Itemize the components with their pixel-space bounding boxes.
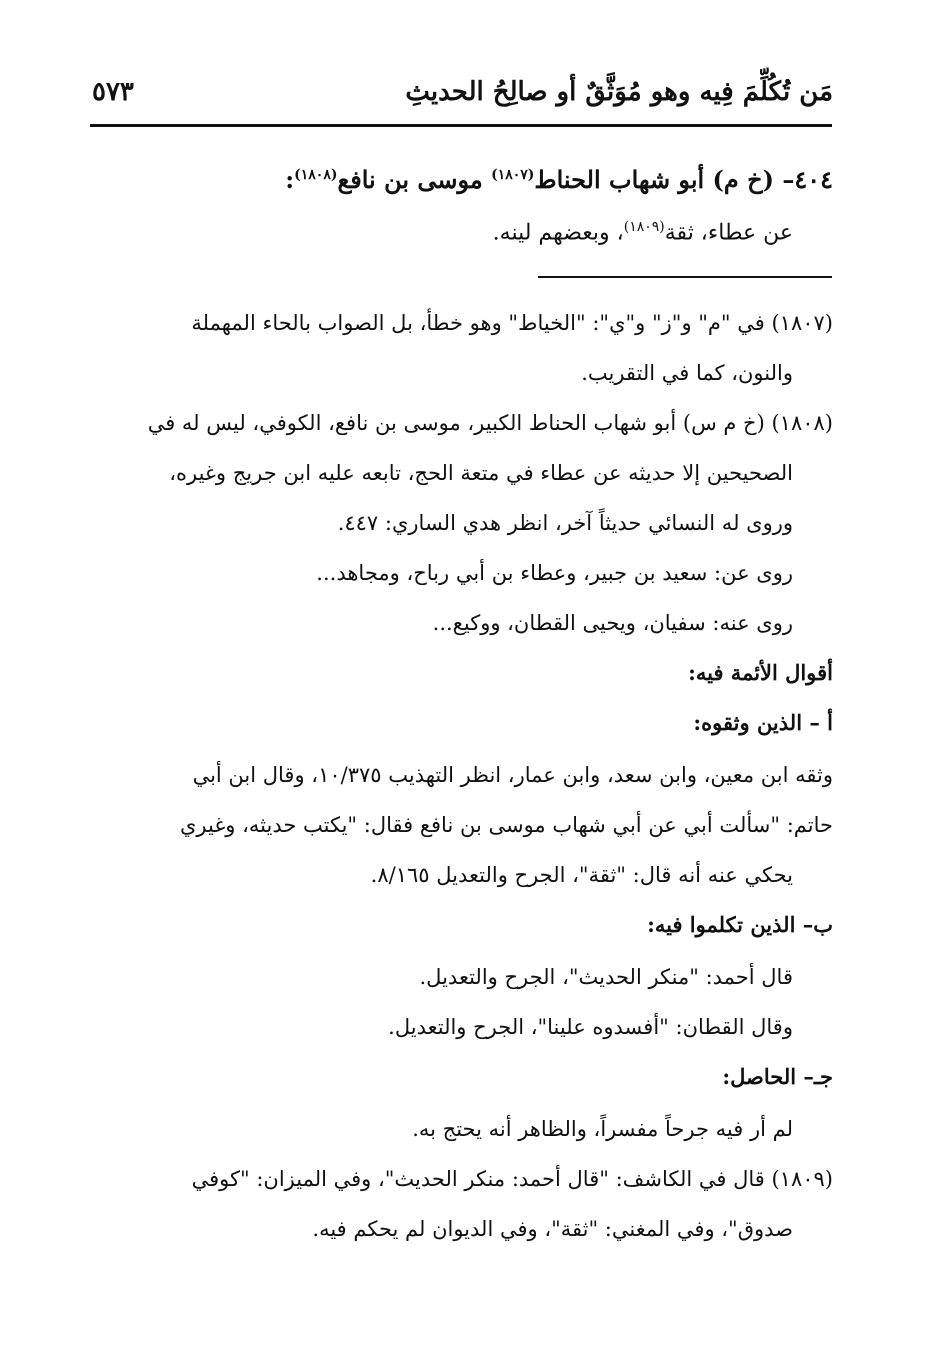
- section-heading: أقوال الأئمة فيه:: [688, 660, 833, 685]
- note-line: صدوق"، وفي المغني: "ثقة"، وفي الديوان لم يحكم فيه.: [312, 1217, 793, 1241]
- note-line: قال أحمد: "منكر الحديث"، الجرح والتعديل.: [419, 965, 793, 989]
- page-number: ٥٧٣: [92, 77, 134, 107]
- header-rule: [90, 124, 832, 127]
- footnote-ref-1809[interactable]: (١٨٠٩): [623, 219, 665, 235]
- entry-text-b: ، وبعضهم لينه.: [492, 220, 624, 246]
- note-line: لم أر فيه جرحاً مفسراً، والظاهر أنه يحتج به.: [412, 1117, 793, 1141]
- entry-name-a: أبو شهاب الحناط: [534, 165, 705, 194]
- note-line: حاتم: "سألت أبي عن أبي شهاب موسى بن نافع فقال: "يكتب حديثه، وغيري: [179, 813, 833, 837]
- entry-text-a: عن عطاء، ثقة: [664, 220, 793, 246]
- section-heading: ب– الذين تكلموا فيه:: [647, 912, 833, 937]
- section-heading: أ – الذين وثقوه:: [693, 710, 833, 735]
- entry-text: [493, 210, 793, 250]
- footnote-separator: [538, 276, 832, 278]
- running-header-title: مَن تُكُلِّمَ فِيه وهو مُوَثَّقٌ أو صالِحُ الحديثِ: [405, 77, 833, 107]
- note-line: روى عنه: سفيان، ويحيى القطان، ووكيع...: [432, 611, 793, 635]
- note-line: (١٨٠٨) (خ م س) أبو شهاب الحناط الكبير، موسى بن نافع، الكوفي، ليس له في: [147, 411, 833, 435]
- entry-heading: [285, 156, 833, 199]
- note-line: روى عن: سعيد بن جبير، وعطاء بن أبي رباح، ومجاهد...: [316, 561, 793, 585]
- note-line: والنون، كما في التقريب.: [581, 361, 793, 385]
- note-line: (١٨٠٩) قال في الكاشف: "قال أحمد: منكر الحديث"، وفي الميزان: "كوفي: [191, 1167, 833, 1191]
- note-line: يحكي عنه أنه قال: "ثقة"، الجرح والتعديل ٨/١٦٥.: [370, 863, 793, 887]
- entry-codes: (خ م): [712, 165, 774, 194]
- note-line: وثقه ابن معين، وابن سعد، وابن عمار، انظر التهذيب ١٠/٣٧٥، وقال ابن أبي: [192, 763, 833, 787]
- note-line: وروى له النسائي حديثاً آخر، انظر هدي الساري: ٤٤٧.: [337, 511, 793, 535]
- section-heading: جـ– الحاصل:: [722, 1064, 833, 1089]
- footnote-ref-1807[interactable]: (١٨٠٧): [491, 167, 535, 183]
- note-line: الصحيحين إلا حديثه عن عطاء في متعة الحج، تابعه عليه ابن جريج وغيره،: [169, 461, 793, 485]
- entry-name-b: موسى بن نافع: [337, 165, 483, 194]
- note-line: (١٨٠٧) في "م" و"ز" و"ي": "الخياط" وهو خطأ، بل الصواب بالحاء المهملة: [191, 311, 833, 335]
- entry-colon: :: [285, 165, 295, 194]
- entry-number: ٤٠٤–: [782, 165, 833, 194]
- footnote-ref-1808[interactable]: (١٨٠٨): [294, 167, 338, 183]
- note-line: وقال القطان: "أفسدوه علينا"، الجرح والتعديل.: [388, 1015, 793, 1039]
